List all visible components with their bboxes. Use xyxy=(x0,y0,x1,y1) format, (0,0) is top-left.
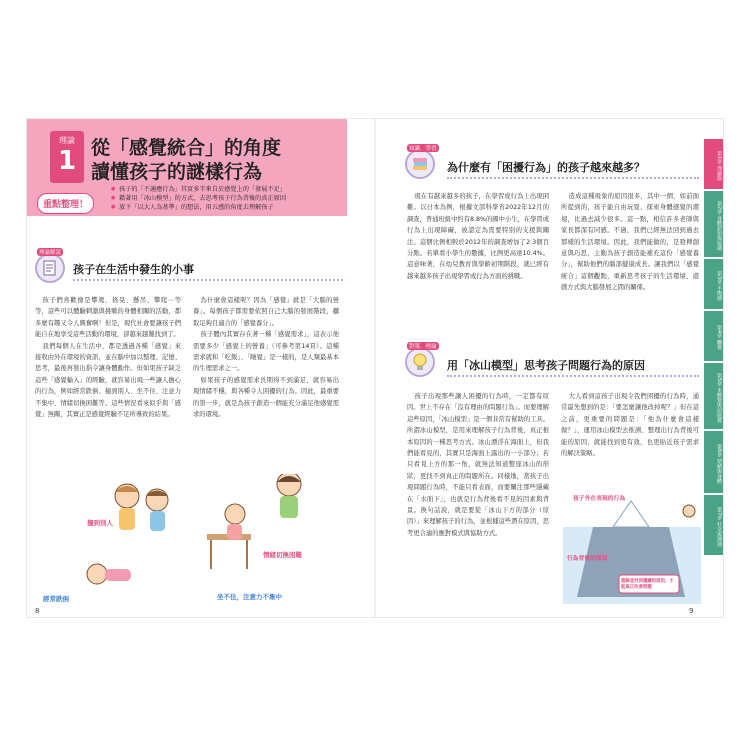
callout-bump: 撞到別人 xyxy=(87,519,113,527)
section-title: 孩子在生活中發生的小事 xyxy=(73,263,194,276)
lightbulb-icon xyxy=(405,344,437,377)
page-title xyxy=(91,136,281,184)
body-column-2 xyxy=(193,295,339,420)
section-label: 知識．學習 xyxy=(409,146,437,152)
callout-emotion: 情緒切換困難 xyxy=(263,551,302,559)
body-column-4 xyxy=(561,191,699,294)
badge-number: 1 xyxy=(57,146,77,176)
key-points-list xyxy=(111,185,286,212)
theory-badge xyxy=(50,131,84,183)
section-label: 理論解說 xyxy=(39,250,62,256)
badge-label: 理論 xyxy=(59,136,75,145)
page-number-left: 8 xyxy=(35,607,40,615)
section-divider xyxy=(447,177,699,179)
chapter-header xyxy=(27,119,347,216)
chapter-tab[interactable]: 第7章 社交與溝通 xyxy=(704,495,723,555)
key-point: ● 孩子的「不適應行為」其實多半來自於感覺上的「發展不足」 xyxy=(111,185,286,194)
books-icon xyxy=(405,146,437,179)
chapter-tab[interactable]: 第1章 理論篇 xyxy=(704,139,723,189)
body-column-6 xyxy=(561,391,699,459)
body-column-5 xyxy=(407,391,549,539)
paragraph: 孩子體內其實存在著一種「感覺需求」，這表示他需要多少「感覺上的營養」（可參考第14頁）。這種需求就和「吃飯」、「睡覺」是一樣的，是人類最基本的生理需求之一。 xyxy=(193,331,339,373)
paragraph: 大人看到這孩子出現令我們困擾的行為時，通常最先想到的是：「要怎麼讓他改掉呢？」但在這之前，更重要的問題是：「他為什麼會這樣做？」，運用冰山模型去推測、整理出行為背後可能的原因，就能找到更有效，也更貼近孩子需求的解決策略。 xyxy=(561,393,699,458)
paragraph: 現在有越來越多的孩子，在學習或行為上出現困難。以日本為例，根據文部科學省2022年12月的調查，普通班級中約有8.8%的國中小生，在學習或行為上出現障礙，被認定為需要特別的支援與關注。這個比例相較於2012年的調查增加了2.3個百分點。若單看小學生的數據，比例更高達10.4%。這意味著，在幼兒教育與學齡初期階段，就已經有越來越多孩子出現學習或行為方面的挑戰。 xyxy=(407,193,549,280)
paragraph: 造成這種現象的原因很多，其中一個，如前面所提到的，孩子能自由玩耍、探索身體感覺的環境，比過去減少很多。這一點，相信許多老師與家長都深有同感。不過，我們已經無法回到過去那樣的生活環境。因此，我們能做的，是發揮創意與巧思，主動為孩子創造能補充這份「感覺養分」，幫助他們的腦部健康成長。讓我們以「感覺統合」這個觀點，重新思考孩子的生活環境、遊戲方式與大腦發展之間的關係。 xyxy=(561,193,699,292)
paragraph: 為什麼會這樣呢？因為「感覺」就是「大腦的營養」。每個孩子都需要依照自己大腦的發展階段，攝取足夠且適合的「感覺養分」。 xyxy=(193,297,339,327)
section-label: 對策．理論 xyxy=(409,344,437,350)
chapter-tab[interactable]: 第6章 情緒與身體 xyxy=(704,431,723,493)
paragraph: 孩子們喜歡像是攀爬、搖晃、懸吊、攀爬⋯等等，這些可以體驗刺激與挑戰的身體相關的活動，都多麼有趣又令人興奮啊！但是，現代社會要讓孩子們能自在地享受這些活動的環境，卻越來越難找到了。 xyxy=(35,297,181,339)
key-points-tag: 重點整理！ xyxy=(37,193,94,214)
section-divider xyxy=(73,279,343,281)
title-line-2: 讀懂孩子的謎樣行為 xyxy=(91,161,263,183)
key-point: ● 放下「以大人為基準」的想法，用五感的角度去理解孩子 xyxy=(111,203,286,212)
paragraph: 如果孩子的感覺需求長期得不到滿足，就容易出現情緒不穩，與各種令人困擾的行為。因此，最重要的第一步，就是為孩子創造一個能充分滿足他感覺需求的環境。 xyxy=(193,376,339,419)
chapter-tab[interactable]: 第5章 本體覺與前庭覺 xyxy=(704,363,723,429)
iceberg-diagram xyxy=(563,489,701,604)
chapter-tabs xyxy=(704,119,723,617)
paragraph: 孩子出現那些讓人困擾的行為時，一定都有原因。世上不存在「沒有理由的問題行為」。而要理解這些原因，「冰山模型」是一個非常有幫助的工具。所謂冰山模型，是用來理解孩子行為背後，真正根本原因的一種思考方式。冰山漂浮在海面上，但我們能看見的，其實只是海面上露出的一小部分；若只看見上方的那一角，就無法知道整座冰山的形狀，更找不到真正的問題所在。同樣地，當孩子出現問題行為時，不能只看表面，而要關注那些隱藏在「水面下」，也就是行為背後看不見的因素與背景。換句話說，就是要從「冰山下方的部分（原因）」來理解孩子的行為，並根據這些潛在原因，思考更合適的應對模式與協助方式。 xyxy=(407,393,549,537)
paragraph: 我們每個人在生活中，都是透過各種「感覺」來接收由外在環境的資訊，並在腦中加以整理、記憶、思考，最後再發出指令讓身體動作。但如果孩子缺乏這些「感覺輸入」的經驗，就容易出現一些讓人擔心的行為，例如經常跌倒、撞到別人、坐不住、注意力不集中、情緒切換困難等。這些情況看來似乎與「感覺」無關，其實正是感覺經驗不足所導致的結果。 xyxy=(35,342,181,419)
book-spread xyxy=(27,119,723,617)
section-title: 為什麼有「困擾行為」的孩子越來越多？ xyxy=(447,161,645,174)
body-column-1 xyxy=(35,295,181,420)
page-number-right: 9 xyxy=(689,607,694,615)
body-column-3 xyxy=(407,191,549,282)
chapter-tab[interactable]: 第2章 身體認知與協調 xyxy=(704,191,723,257)
title-line-1: 從「感覺統合」的角度 xyxy=(91,137,282,159)
chapter-tab[interactable]: 第4章 觸覺 xyxy=(704,311,723,361)
gutter xyxy=(374,119,376,617)
section-divider xyxy=(447,375,699,377)
iceberg-label-top: 孩子外在表現的行為 xyxy=(573,496,626,502)
chapter-tab[interactable]: 第3章 平衡感 xyxy=(704,259,723,309)
children-illustration xyxy=(27,474,347,603)
callout-attention: 坐不住，注意力不集中 xyxy=(217,593,282,601)
iceberg-note: 理解並找到隱藏的原因，才能真正改善問題 xyxy=(621,579,674,590)
key-point: ● 藉著用「冰山模型」的方式，去思考孩子行為背後的真正原因 xyxy=(111,194,286,203)
document-icon xyxy=(35,250,65,283)
section-title: 用「冰山模型」思考孩子問題行為的原因 xyxy=(447,359,645,372)
callout-fall: 經常跌倒 xyxy=(43,595,69,603)
iceberg-label-bottom: 行為背後的原因 xyxy=(567,556,608,562)
